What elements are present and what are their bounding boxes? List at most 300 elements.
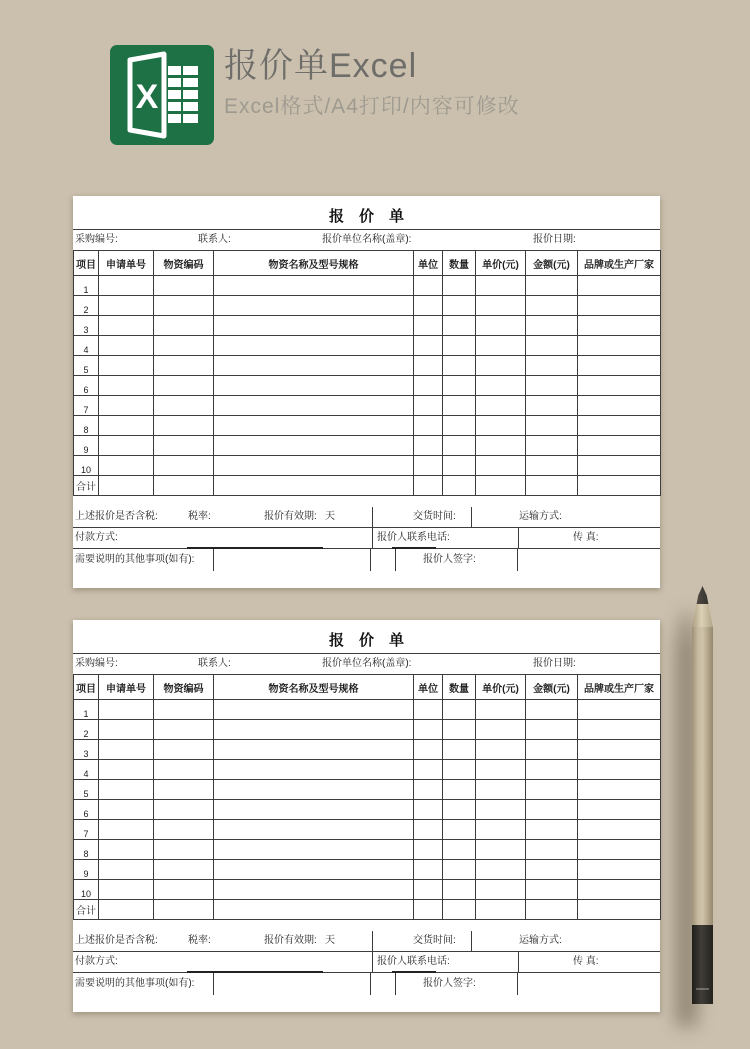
table-header-row: [74, 675, 661, 700]
quotation-table: [73, 250, 661, 496]
row-label: 2: [74, 720, 99, 740]
empty-cell: [526, 900, 578, 920]
empty-cell: [526, 860, 578, 880]
empty-cell: [154, 880, 214, 900]
table-row: [74, 476, 661, 496]
empty-cell: [526, 396, 578, 416]
empty-cell: [154, 376, 214, 396]
empty-cell: [154, 900, 214, 920]
quoter-phone-label: 报价人联系电话:: [377, 956, 450, 967]
table-row: [74, 720, 661, 740]
empty-cell: [476, 800, 526, 820]
page-header: [0, 0, 750, 170]
col-material-code: 物资编码: [154, 675, 214, 700]
header-text: [224, 46, 520, 120]
table-row: [74, 800, 661, 820]
empty-cell: [154, 316, 214, 336]
empty-cell: [414, 376, 443, 396]
empty-cell: [414, 700, 443, 720]
empty-cell: [476, 780, 526, 800]
empty-cell: [578, 900, 661, 920]
payment-label: 付款方式:: [75, 956, 118, 967]
empty-cell: [578, 700, 661, 720]
empty-cell: [476, 760, 526, 780]
empty-cell: [443, 476, 476, 496]
footer-row-payment: [73, 952, 660, 973]
empty-cell: [99, 820, 154, 840]
col-item: 项目: [74, 251, 99, 276]
empty-cell: [526, 740, 578, 760]
empty-cell: [154, 436, 214, 456]
empty-cell: [443, 820, 476, 840]
empty-cell: [214, 356, 414, 376]
divider: [471, 507, 472, 528]
empty-cell: [476, 376, 526, 396]
divider: [518, 952, 519, 973]
empty-cell: [414, 800, 443, 820]
empty-cell: [214, 780, 414, 800]
footer-row-notes: [73, 549, 660, 570]
empty-cell: [154, 396, 214, 416]
empty-cell: [154, 800, 214, 820]
sheet-footer: [73, 507, 660, 570]
row-label: 4: [74, 760, 99, 780]
empty-cell: [526, 840, 578, 860]
pencil-tip: [692, 586, 713, 604]
empty-cell: [476, 296, 526, 316]
empty-cell: [154, 476, 214, 496]
empty-cell: [526, 336, 578, 356]
quotation-sheet-1: [73, 196, 660, 588]
empty-cell: [414, 860, 443, 880]
empty-cell: [476, 276, 526, 296]
fax-label: 传 真:: [573, 532, 599, 543]
col-unit-price: 单价(元): [476, 675, 526, 700]
empty-cell: [578, 740, 661, 760]
empty-cell: [214, 860, 414, 880]
divider: [518, 528, 519, 549]
validity-label: 报价有效期:: [264, 935, 317, 946]
empty-cell: [476, 880, 526, 900]
row-label: 6: [74, 376, 99, 396]
table-row: [74, 336, 661, 356]
delivery-time-label: 交货时间:: [413, 935, 456, 946]
empty-cell: [414, 476, 443, 496]
table-row: [74, 820, 661, 840]
col-brand: 品牌或生产厂家: [578, 675, 661, 700]
empty-cell: [154, 416, 214, 436]
empty-cell: [214, 396, 414, 416]
divider: [213, 973, 214, 995]
empty-cell: [214, 416, 414, 436]
empty-cell: [414, 416, 443, 436]
table-row: [74, 296, 661, 316]
empty-cell: [99, 740, 154, 760]
empty-cell: [414, 840, 443, 860]
empty-cell: [154, 720, 214, 740]
empty-cell: [214, 760, 414, 780]
transport-label: 运输方式:: [519, 511, 562, 522]
empty-cell: [476, 840, 526, 860]
empty-cell: [99, 880, 154, 900]
empty-cell: [578, 356, 661, 376]
empty-cell: [99, 900, 154, 920]
empty-cell: [578, 476, 661, 496]
divider: [395, 973, 396, 995]
empty-cell: [414, 396, 443, 416]
empty-cell: [526, 376, 578, 396]
row-label: 1: [74, 700, 99, 720]
empty-cell: [578, 800, 661, 820]
empty-cell: [443, 880, 476, 900]
table-row: [74, 276, 661, 296]
divider: [372, 528, 373, 549]
empty-cell: [99, 800, 154, 820]
quotation-table: [73, 674, 661, 920]
quote-unit-label: 报价单位名称(盖章):: [322, 234, 412, 245]
empty-cell: [578, 276, 661, 296]
purchase-no-label: 采购编号:: [75, 658, 118, 669]
empty-cell: [526, 476, 578, 496]
empty-cell: [414, 760, 443, 780]
row-label: 9: [74, 436, 99, 456]
empty-cell: [414, 436, 443, 456]
quotation-sheet-2: [73, 620, 660, 1012]
quote-unit-label: 报价单位名称(盖章):: [322, 658, 412, 669]
empty-cell: [214, 276, 414, 296]
row-label: 7: [74, 396, 99, 416]
empty-cell: [214, 720, 414, 740]
row-label: 10: [74, 456, 99, 476]
empty-cell: [154, 356, 214, 376]
table-row: [74, 840, 661, 860]
col-brand: 品牌或生产厂家: [578, 251, 661, 276]
empty-cell: [214, 700, 414, 720]
col-request-no: 申请单号: [99, 675, 154, 700]
empty-cell: [476, 720, 526, 740]
empty-cell: [414, 456, 443, 476]
empty-cell: [443, 900, 476, 920]
col-unit-price: 单价(元): [476, 251, 526, 276]
contact-label: 联系人:: [198, 234, 231, 245]
empty-cell: [414, 336, 443, 356]
empty-cell: [476, 900, 526, 920]
empty-cell: [443, 296, 476, 316]
empty-cell: [154, 860, 214, 880]
empty-cell: [414, 316, 443, 336]
fax-label: 传 真:: [573, 956, 599, 967]
purchase-no-label: 采购编号:: [75, 234, 118, 245]
row-label: 合计: [74, 900, 99, 920]
row-label: 2: [74, 296, 99, 316]
empty-cell: [443, 760, 476, 780]
empty-cell: [99, 356, 154, 376]
col-material-name: 物资名称及型号规格: [214, 675, 414, 700]
empty-cell: [99, 376, 154, 396]
empty-cell: [214, 800, 414, 820]
excel-icon: [110, 45, 214, 145]
table-header-row: [74, 251, 661, 276]
table-row: [74, 396, 661, 416]
empty-cell: [154, 740, 214, 760]
empty-cell: [154, 336, 214, 356]
table-row: [74, 376, 661, 396]
empty-cell: [154, 276, 214, 296]
table-row: [74, 860, 661, 880]
tax-included-label: 上述报价是否含税:: [75, 935, 158, 946]
empty-cell: [99, 780, 154, 800]
page-title: 报价单Excel: [224, 47, 418, 85]
sheet-title: 报 价 单: [328, 632, 404, 649]
empty-cell: [414, 820, 443, 840]
divider: [372, 931, 373, 952]
table-row: [74, 780, 661, 800]
col-unit: 单位: [414, 675, 443, 700]
row-label: 8: [74, 416, 99, 436]
empty-cell: [578, 456, 661, 476]
empty-cell: [443, 860, 476, 880]
empty-cell: [476, 316, 526, 336]
empty-cell: [414, 900, 443, 920]
pencil-shape: [692, 586, 713, 1004]
empty-cell: [443, 416, 476, 436]
empty-cell: [154, 456, 214, 476]
col-unit: 单位: [414, 251, 443, 276]
empty-cell: [154, 296, 214, 316]
empty-cell: [476, 740, 526, 760]
divider: [370, 549, 371, 571]
empty-cell: [414, 780, 443, 800]
row-label: 1: [74, 276, 99, 296]
empty-cell: [99, 760, 154, 780]
table-row: [74, 356, 661, 376]
empty-cell: [214, 840, 414, 860]
tax-rate-label: 税率:: [188, 511, 211, 522]
empty-cell: [214, 296, 414, 316]
empty-cell: [414, 296, 443, 316]
pencil-body: [692, 627, 713, 925]
empty-cell: [526, 276, 578, 296]
empty-cell: [99, 336, 154, 356]
empty-cell: [526, 780, 578, 800]
empty-cell: [526, 820, 578, 840]
empty-cell: [578, 296, 661, 316]
col-amount: 金额(元): [526, 675, 578, 700]
empty-cell: [99, 456, 154, 476]
info-row: [73, 229, 660, 250]
validity-unit-label: 天: [325, 935, 335, 946]
empty-cell: [214, 336, 414, 356]
empty-cell: [443, 800, 476, 820]
row-label: 4: [74, 336, 99, 356]
empty-cell: [214, 880, 414, 900]
empty-cell: [476, 396, 526, 416]
empty-cell: [99, 276, 154, 296]
empty-cell: [443, 316, 476, 336]
empty-cell: [154, 840, 214, 860]
footer-row-payment: [73, 528, 660, 549]
signature-label: 报价人签字:: [423, 554, 476, 565]
row-label: 5: [74, 780, 99, 800]
empty-cell: [526, 456, 578, 476]
divider: [471, 931, 472, 952]
other-notes-label: 需要说明的其他事项(如有):: [75, 554, 195, 565]
empty-cell: [214, 476, 414, 496]
sheet-footer: [73, 931, 660, 994]
table-row: [74, 456, 661, 476]
col-amount: 金额(元): [526, 251, 578, 276]
empty-cell: [476, 820, 526, 840]
row-label: 6: [74, 800, 99, 820]
row-label: 7: [74, 820, 99, 840]
empty-cell: [214, 820, 414, 840]
table-row: [74, 900, 661, 920]
divider: [372, 952, 373, 973]
pencil-image: [692, 586, 713, 1004]
col-qty: 数量: [443, 251, 476, 276]
empty-cell: [443, 276, 476, 296]
empty-cell: [214, 900, 414, 920]
empty-cell: [443, 436, 476, 456]
empty-cell: [578, 720, 661, 740]
empty-cell: [99, 840, 154, 860]
pencil-end-cap: [692, 925, 713, 1004]
table-row: [74, 760, 661, 780]
empty-cell: [443, 456, 476, 476]
quote-date-label: 报价日期:: [533, 234, 576, 245]
empty-cell: [443, 780, 476, 800]
empty-cell: [578, 820, 661, 840]
delivery-time-label: 交货时间:: [413, 511, 456, 522]
row-label: 3: [74, 740, 99, 760]
tax-rate-label: 税率:: [188, 935, 211, 946]
empty-cell: [414, 720, 443, 740]
row-label: 10: [74, 880, 99, 900]
info-row: [73, 653, 660, 674]
empty-cell: [526, 880, 578, 900]
empty-cell: [443, 356, 476, 376]
validity-label: 报价有效期:: [264, 511, 317, 522]
empty-cell: [99, 396, 154, 416]
empty-cell: [476, 356, 526, 376]
empty-cell: [476, 436, 526, 456]
tax-included-label: 上述报价是否含税:: [75, 511, 158, 522]
empty-cell: [526, 356, 578, 376]
empty-cell: [578, 780, 661, 800]
empty-cell: [526, 296, 578, 316]
col-request-no: 申请单号: [99, 251, 154, 276]
empty-cell: [578, 860, 661, 880]
empty-cell: [578, 840, 661, 860]
col-qty: 数量: [443, 675, 476, 700]
empty-cell: [578, 436, 661, 456]
empty-cell: [578, 416, 661, 436]
transport-label: 运输方式:: [519, 935, 562, 946]
table-row: [74, 880, 661, 900]
row-label: 合计: [74, 476, 99, 496]
divider: [213, 549, 214, 571]
signature-label: 报价人签字:: [423, 978, 476, 989]
empty-cell: [99, 476, 154, 496]
footer-row-tax: [73, 931, 660, 952]
row-label: 9: [74, 860, 99, 880]
table-row: [74, 436, 661, 456]
footer-row-tax: [73, 507, 660, 528]
pencil-wood-cone: [692, 604, 713, 627]
empty-cell: [476, 700, 526, 720]
empty-cell: [99, 436, 154, 456]
table-row: [74, 416, 661, 436]
empty-cell: [476, 476, 526, 496]
empty-cell: [99, 720, 154, 740]
empty-cell: [443, 840, 476, 860]
empty-cell: [214, 436, 414, 456]
validity-unit-label: 天: [325, 511, 335, 522]
footer-row-notes: [73, 973, 660, 994]
empty-cell: [578, 760, 661, 780]
empty-cell: [443, 740, 476, 760]
empty-cell: [99, 860, 154, 880]
empty-cell: [443, 720, 476, 740]
empty-cell: [414, 740, 443, 760]
divider: [395, 549, 396, 571]
empty-cell: [578, 316, 661, 336]
divider: [372, 507, 373, 528]
empty-cell: [526, 720, 578, 740]
svg-text:X: X: [135, 78, 159, 116]
empty-cell: [526, 416, 578, 436]
empty-cell: [526, 316, 578, 336]
empty-cell: [154, 760, 214, 780]
empty-cell: [476, 336, 526, 356]
empty-cell: [526, 800, 578, 820]
empty-cell: [99, 700, 154, 720]
empty-cell: [578, 396, 661, 416]
empty-cell: [443, 700, 476, 720]
col-material-code: 物资编码: [154, 251, 214, 276]
empty-cell: [526, 700, 578, 720]
empty-cell: [99, 416, 154, 436]
empty-cell: [526, 760, 578, 780]
empty-cell: [154, 820, 214, 840]
page-subtitle: Excel格式/A4打印/内容可修改: [224, 95, 520, 118]
quote-date-label: 报价日期:: [533, 658, 576, 669]
other-notes-label: 需要说明的其他事项(如有):: [75, 978, 195, 989]
empty-cell: [99, 316, 154, 336]
empty-cell: [578, 376, 661, 396]
empty-cell: [154, 780, 214, 800]
payment-label: 付款方式:: [75, 532, 118, 543]
empty-cell: [214, 456, 414, 476]
contact-label: 联系人:: [198, 658, 231, 669]
col-material-name: 物资名称及型号规格: [214, 251, 414, 276]
empty-cell: [578, 880, 661, 900]
table-row: [74, 740, 661, 760]
empty-cell: [214, 376, 414, 396]
empty-cell: [476, 456, 526, 476]
empty-cell: [443, 396, 476, 416]
empty-cell: [476, 416, 526, 436]
table-row: [74, 700, 661, 720]
empty-cell: [443, 376, 476, 396]
divider: [370, 973, 371, 995]
row-label: 8: [74, 840, 99, 860]
divider: [517, 973, 518, 995]
sheet-title: 报 价 单: [328, 208, 404, 225]
divider: [517, 549, 518, 571]
empty-cell: [214, 316, 414, 336]
empty-cell: [443, 336, 476, 356]
